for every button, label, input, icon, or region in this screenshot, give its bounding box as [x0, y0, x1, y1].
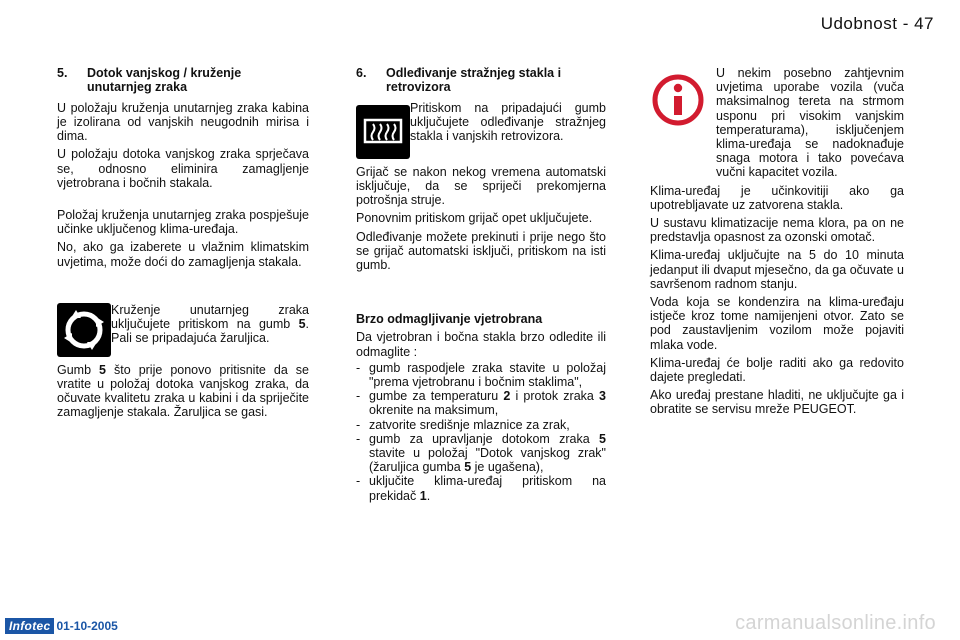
- recirculation-icon: [57, 303, 111, 357]
- column-right: [650, 66, 904, 417]
- paragraph: No, ako ga izaberete u vlažnim klimatskim uvjetima, može doći do zamagljenja stakala.: [57, 240, 309, 269]
- paragraph: Da vjetrobran i bočna stakla brzo odledite ili odmaglite :: [356, 330, 606, 359]
- list-item: - gumbe za temperaturu 2 i protok zraka 3 okrenite na maksimum,: [356, 389, 606, 418]
- subheading: Brzo odmagljivanje vjetrobrana: [356, 312, 543, 327]
- paragraph: Klima-uređaj će bolje raditi ako ga redovito dajete pregledati.: [650, 355, 904, 385]
- paragraph: U položaju kruženja unutarnjeg zraka kabina je izolirana od vanjskih neugodnih mirisa i dima.: [57, 100, 309, 144]
- recirculation-note: [57, 303, 309, 357]
- list-item: - uključite klima-uređaj pritiskom na prekidač 1.: [356, 474, 606, 503]
- paragraph: Ako uređaj prestane hladiti, ne uključujte ga i obratite se servisu mreže PEUGEOT.: [650, 388, 904, 417]
- heading-text: Odleđivanje stražnjeg stakla i retrovizora: [386, 66, 562, 95]
- heading-number: 5.: [57, 66, 68, 80]
- icon-caption: Pritiskom na pripadajući gumb uključujete odleđivanje stražnjeg stakla i vanjskih retrovizora.: [410, 100, 606, 144]
- heading-text: Dotok vanjskog / kruženje unutarnjeg zraka: [87, 66, 242, 95]
- list-item: - gumb raspodjele zraka stavite u položaj "prema vjetrobranu i bočnim staklima",: [356, 360, 606, 390]
- rear-defrost-icon: [356, 105, 410, 159]
- column-middle: [356, 66, 606, 503]
- footer-date: 01-10-2005: [56, 619, 118, 633]
- paragraph: Odleđivanje možete prekinuti i prije nego što se grijač automatski isključi, pritiskom na isti gumb.: [356, 229, 606, 273]
- section-heading-5: [57, 66, 309, 95]
- list-item: - zatvorite središnje mlaznice za zrak,: [356, 417, 570, 432]
- paragraph: Gumb 5 što prije ponovo pritisnite da se vratite u položaj dotoka vanjskog zraka, da očuvate kvalitetu zraka u kabini i da spriječite zamagljenje stakala. Žaruljica se gasi.: [57, 362, 309, 420]
- paragraph: Položaj kruženja unutarnjeg zraka pospješuje učinke uključenog klima-uređaja.: [57, 208, 309, 237]
- paragraph: Klima-uređaj uključujte na 5 do 10 minuta jedanput ili dvaput mjesečno, da ga očuvate u savršenom radnom stanju.: [650, 248, 904, 291]
- watermark: carmanualsonline.info: [735, 612, 936, 634]
- paragraph: Voda koja se kondenzira na klima-uređaju istječe kroz tome namijenjeni otvor. Zato se pod zaustavljenim vozilom može pojaviti mlaka vode.: [650, 295, 904, 352]
- steps-list: [356, 361, 606, 503]
- footer: [5, 618, 118, 634]
- paragraph: Ponovnim pritiskom grijač opet uključujete.: [356, 211, 593, 226]
- list-item: - gumb za upravljanje dotokom zraka 5 stavite u položaj "Dotok vanjskog zrak" (žaruljica gumba 5 je ugašena),: [356, 431, 606, 475]
- paragraph: Klima-uređaj je učinkovitiji ako ga upotrebljavate uz zatvorena stakla.: [650, 183, 904, 212]
- info-note: [650, 66, 904, 180]
- infotec-badge: Infotec: [5, 618, 54, 634]
- paragraph: U sustavu klimatizacije nema klora, pa on ne predstavlja opasnost za ozonski omotač.: [650, 216, 904, 245]
- column-left: [57, 66, 309, 420]
- paragraph: U nekim posebno zahtjevnim uvjetima uporabe vozila (vuča maksimalnog tereta na strmom usponu pri visokim vanjskim temperaturama), isključenjem klima-uređaja se nadoknađuje snaga motora i tako povećava vučni kapacitet vozila.: [716, 66, 904, 180]
- heading-number: 6.: [356, 66, 367, 80]
- section-heading-6: [356, 66, 606, 95]
- paragraph: Grijač se nakon nekog vremena automatski isključuje, da se spriječi prekomjerna potrošnja struje.: [356, 164, 606, 208]
- paragraph: U položaju dotoka vanjskog zraka sprječava se, odnosno eliminira zamagljenje vjetrobrana i bočnih stakala.: [57, 147, 309, 190]
- page-title: Udobnost - 47: [820, 14, 934, 33]
- info-icon: [650, 70, 706, 130]
- defrost-note: [356, 101, 606, 159]
- icon-caption: Kruženje unutarnjeg zraka uključujete pritiskom na gumb 5. Pali se pripadajuća žaruljica.: [111, 302, 309, 346]
